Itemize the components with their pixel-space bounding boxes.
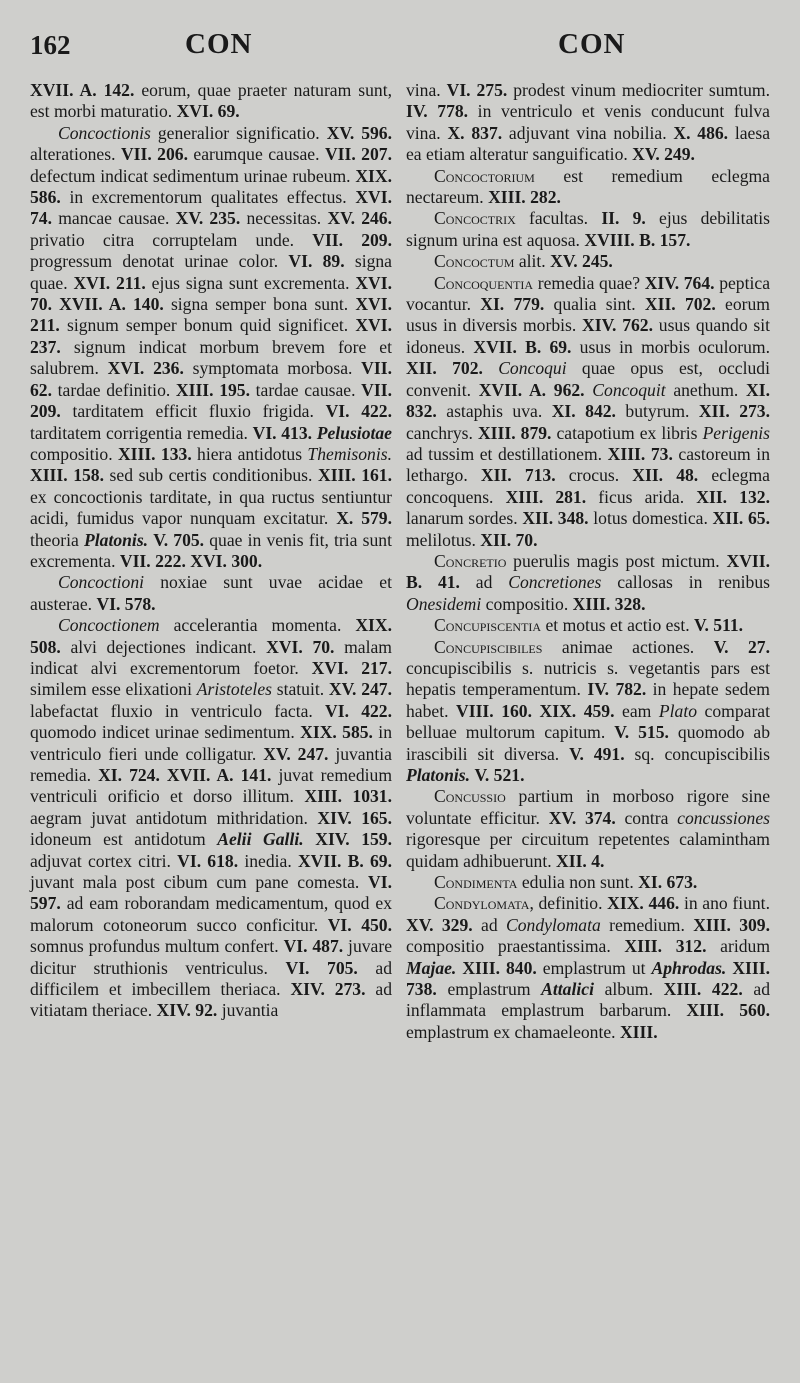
index-entry: Concoctrix facultas. II. 9. ejus debilitatis signum urina est aquosa. XVIII. B. 157. bbox=[406, 208, 771, 250]
running-head-left: CON bbox=[185, 28, 253, 60]
right-column bbox=[406, 80, 770, 1043]
index-entry: Concoctorium est remedium eclegma nectareum. XIII. 282. bbox=[406, 165, 770, 208]
index-entry: Concoctionis generalior significatio. XV. 596. alterationes. VII. 206. earumque causae. VII. 207. defectum indicat sedimentum urinae rubeum. XIX. 586. in excrementorum qualitates effectus. XVI. 74. mancae causae. XV. 235. necessitas. XV. 246. privatio citra corruptelam unde. VII. 209. progressum denotat urinae color. VI. 89. signa quae. XVI. 211. ejus signa sunt excrementa. XVI. 70. XVII. A. 140. signa semper bona sunt. XVI. 211. signum semper bonum quid significet. XVI. 237. signum indicat morbum brevem fore et salubrem. XVI. 236. symptomata morbosa. VII. 62. tardae definitio. XIII. 195. tardae causae. VII. 209. tarditatem efficit fluxio frigida. VI. 422. tarditatem corrigentia remedia. VI. 413. Pelusiotae compositio. XIII. 133. hiera antidotus Themisonis. XIII. 158. sed sub certis conditionibus. XIII. 161. ex concoctionis tarditate, in qua ructus sentiuntur acidi, fumidus vapor nunquam excitatur. X. 579. theoria Platonis. V. 705. quae in venis fit, tria sunt excrementa. VII. 222. XVI. 300. bbox=[30, 122, 393, 571]
page-number: 162 bbox=[30, 30, 71, 60]
index-entry: Concupiscentia et motus et actio est. V. 511. bbox=[434, 615, 744, 636]
index-entry: Concoquentia remedia quae? XIV. 764. peptica vocantur. XI. 779. qualia sint. XII. 702. eorum usus in diversis morbis. XIV. 762. usus quando sit idoneus. XVII. B. 69. usus in morbis oculorum. XII. 702. Concoqui quae opus est, occludi convenit. XVII. A. 962. Concoquit anethum. XI. 832. astaphis uva. XI. 842. butyrum. XII. 273. canchrys. XIII. 879. catapotium ex libris Perigenis ad tussim et destillationem. XIII. 73. castoreum in lethargo. XII. 713. crocus. XII. 48. eclegma concoquens. XIII. 281. ficus arida. XII. 132. lanarum sordes. XII. 348. lotus domestica. XII. 65. melilotus. XII. 70. bbox=[406, 272, 771, 550]
index-entry: XVII. A. 142. eorum, quae praeter naturam sunt, est morbi maturatio. XVI. 69. bbox=[30, 80, 392, 122]
index-entry: Concussio partium in morboso rigore sine voluntate efficitur. XV. 374. contra concussiones rigoresque per circuitum repetentes calamintham quidam adhibuerunt. XII. 4. bbox=[406, 786, 770, 871]
index-entry: Concretio puerulis magis post mictum. XVII. B. 41. ad Concretiones callosas in renibus Onesidemi compositio. XIII. 328. bbox=[406, 550, 770, 614]
index-entry: Concupiscibiles animae actiones. V. 27. concupiscibilis s. nutricis s. vegetantis pars est hepatis temperamentum. IV. 782. in hepate sedem habet. VIII. 160. XIX. 459. eam Plato comparat belluae multorum capitum. V. 515. quomodo ab irascibili sit diversa. V. 491. sq. concupiscibilis Platonis. V. 521. bbox=[406, 636, 770, 785]
running-head-right: CON bbox=[558, 28, 626, 60]
left-column bbox=[30, 80, 392, 1022]
page-header bbox=[30, 22, 770, 72]
index-entry: Concoctioni noxiae sunt uvae acidae et austerae. VI. 578. bbox=[30, 572, 392, 614]
index-entry: Concoctionem accelerantia momenta. XIX. 508. alvi dejectiones indicant. XVI. 70. malam indicat alvi excrementorum foetor. XVI. 217. similem esse elixationi Aristoteles statuit. XV. 247. labefactat fluxio in ventriculo facta. VI. 422. quomodo indicet urinae sedimentum. XIX. 585. in ventriculo fieri unde colligatur. XV. 247. juvantia remedia. XI. 724. XVII. A. 141. juvat remedium ventriculi orificio et dorso illitum. XIII. 1031. aegram juvat antidotum mithridation. XIV. 165. idoneum est antidotum Aelii Galli. XIV. 159. adjuvat cortex citri. VI. 618. inedia. XVII. B. 69. juvant mala post cibum cum pane comesta. VI. 597. ad eam roborandam medicamentum, quod ex malorum cotoneorum succo conficitur. VI. 450. somnus profundus multum confert. VI. 487. juvare dicitur struthionis ventriculus. VI. 705. ad difficilem et imbecillem theriaca. XIV. 273. ad vitiatam theriace. XIV. 92. juvantia bbox=[30, 615, 393, 1021]
index-entry: Condylomata, definitio. XIX. 446. in ano fiunt. XV. 329. ad Condylomata remedium. XIII. 309. compositio praestantissima. XIII. 312. aridum Majae. XIII. 840. emplastrum ut Aphrodas. XIII. 738. emplastrum Attalici album. XIII. 422. ad inflammata emplastrum barbarum. XIII. 560. emplastrum ex chamaeleonte. XIII. bbox=[406, 893, 770, 1042]
index-entry: Condimenta edulia non sunt. XI. 673. bbox=[434, 872, 698, 893]
index-entry: Concoctum alit. XV. 245. bbox=[434, 251, 613, 272]
index-entry: vina. VI. 275. prodest vinum mediocriter sumtum. IV. 778. in ventriculo et venis conducunt fulva vina. X. 837. adjuvant vina nobilia. X. 486. laesa ea etiam alteratur sanguificatio. XV. 249. bbox=[406, 80, 770, 165]
